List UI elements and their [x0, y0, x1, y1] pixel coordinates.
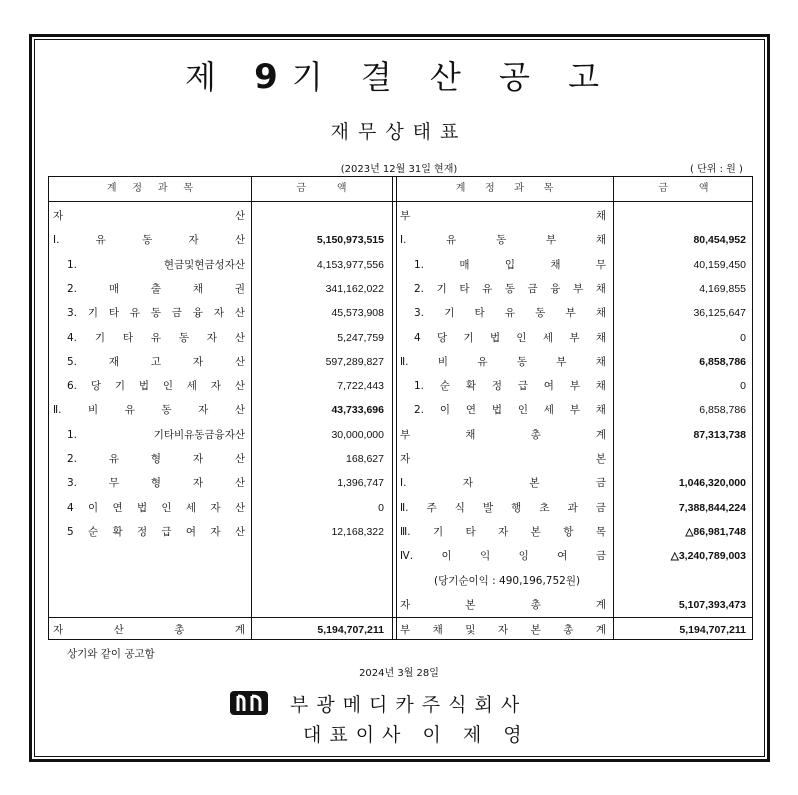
- account-amount: 0: [740, 380, 746, 393]
- account-amount: 0: [740, 331, 746, 344]
- account-label: 2. 이 연 법 인 세 부 채: [414, 404, 606, 417]
- account-amount: 7,722,443: [337, 380, 384, 393]
- account-amount: 5,247,759: [337, 331, 384, 344]
- ceo-name: 대표이사 이 제 영: [303, 724, 530, 746]
- account-label: Ⅰ. 자 본 금: [400, 477, 606, 490]
- header-amount-right: 금 액: [658, 183, 709, 194]
- header-account-left: 계 정 과 목: [106, 183, 194, 194]
- account-amount: 168,627: [346, 453, 384, 465]
- account-amount: 4,169,855: [699, 282, 746, 295]
- footer-note: 상기와 같이 공고함: [67, 648, 155, 660]
- account-label: 1. 매 입 채 무: [414, 258, 606, 271]
- account-label: 4. 기 타 유 동 자 산: [67, 331, 245, 344]
- account-label: 2. 유 형 자 산: [67, 453, 245, 465]
- total-liab-equity-label: 부 채 및 자 본 총 계: [400, 624, 606, 636]
- account-amount: 45,573,908: [331, 307, 384, 320]
- total-assets-label: 자 산 총 계: [53, 624, 245, 636]
- col-divider: [392, 177, 393, 639]
- total-assets-amount: 5,194,707,211: [317, 624, 384, 636]
- total-liab-equity-amount: 5,194,707,211: [679, 624, 746, 636]
- account-label: 부 채: [400, 210, 606, 222]
- account-label: 1. 현금및현금성자산: [67, 258, 245, 271]
- account-amount: △86,981,748: [685, 525, 746, 538]
- statement-subtitle: 재무상태표: [330, 121, 468, 143]
- header-account-right: 계 정 과 목: [455, 183, 554, 194]
- notice-title: 제 9기 결 산 공 고: [184, 57, 613, 97]
- account-amount: 0: [378, 501, 384, 514]
- account-label: 1. 순 확 정 급 여 부 채: [414, 380, 606, 393]
- account-label: 자 산: [53, 210, 245, 222]
- account-amount: 6,858,786: [699, 355, 746, 368]
- account-label: 자 본: [400, 453, 606, 465]
- net-income-note: (당기순이익 : 490,196,752원): [434, 574, 581, 587]
- account-label: 2. 매 출 채 권: [67, 282, 245, 295]
- account-amount: 1,046,320,000: [678, 477, 746, 490]
- account-label: 4 이 연 법 인 세 자 산: [67, 501, 245, 514]
- account-amount: 80,454,952: [693, 234, 746, 247]
- account-amount: 597,289,827: [325, 355, 384, 368]
- company-name: 부광메디카주식회사: [290, 694, 528, 716]
- as-of-date: (2023년 12월 31일 현재): [340, 164, 458, 175]
- account-label: 5 순 확 정 급 여 자 산: [67, 525, 245, 538]
- header-divider: [49, 201, 752, 202]
- account-amount: 4,153,977,556: [316, 258, 384, 271]
- account-label: 2. 기 타 유 동 금 융 부 채: [414, 282, 606, 295]
- account-amount: 43,733,696: [331, 404, 384, 417]
- unit-label: ( 단위 : 원 ): [690, 164, 743, 175]
- account-label: Ⅰ. 유 동 자 산: [53, 234, 245, 247]
- account-amount: 5,107,393,473: [678, 598, 746, 611]
- account-label: 부 채 총 계: [400, 428, 606, 441]
- account-amount: △3,240,789,003: [670, 550, 746, 563]
- account-label: 5. 재 고 자 산: [67, 355, 245, 368]
- account-label: Ⅳ. 이 익 잉 여 금: [400, 550, 606, 563]
- account-label: 자 본 총 계: [400, 598, 606, 611]
- account-amount: 7,388,844,224: [678, 501, 746, 514]
- account-label: 3. 기 타 유 동 부 채: [414, 307, 606, 320]
- account-amount: 341,162,022: [325, 282, 384, 295]
- account-label: Ⅱ. 비 유 동 부 채: [400, 355, 606, 368]
- company-logo-icon: [230, 691, 268, 715]
- account-amount: 1,396,747: [337, 477, 384, 490]
- account-label: 3. 기 타 유 동 금 융 자 산: [67, 307, 245, 320]
- account-amount: 6,858,786: [699, 404, 746, 417]
- account-amount: 30,000,000: [331, 428, 384, 441]
- account-label: 3. 무 형 자 산: [67, 477, 245, 490]
- col-divider: [396, 177, 397, 639]
- account-label: 6. 당 기 법 인 세 자 산: [67, 380, 245, 393]
- header-amount-left: 금 액: [296, 183, 347, 194]
- account-amount: 36,125,647: [693, 307, 746, 320]
- footer-date: 2024년 3월 28일: [359, 668, 439, 679]
- account-amount: 12,168,322: [331, 525, 384, 538]
- account-amount: 5,150,973,515: [316, 234, 384, 247]
- account-label: Ⅱ. 비 유 동 자 산: [53, 404, 245, 417]
- account-label: 1. 기타비유동금융자산: [67, 428, 245, 441]
- account-label: 4 당 기 법 인 세 부 채: [414, 331, 606, 344]
- account-amount: 87,313,738: [693, 428, 746, 441]
- account-label: Ⅱ. 주 식 발 행 초 과 금: [400, 501, 606, 514]
- balance-sheet-table: [48, 176, 753, 640]
- account-label: Ⅲ. 기 타 자 본 항 목: [400, 525, 606, 538]
- account-label: Ⅰ. 유 동 부 채: [400, 234, 606, 247]
- account-amount: 40,159,450: [693, 258, 746, 271]
